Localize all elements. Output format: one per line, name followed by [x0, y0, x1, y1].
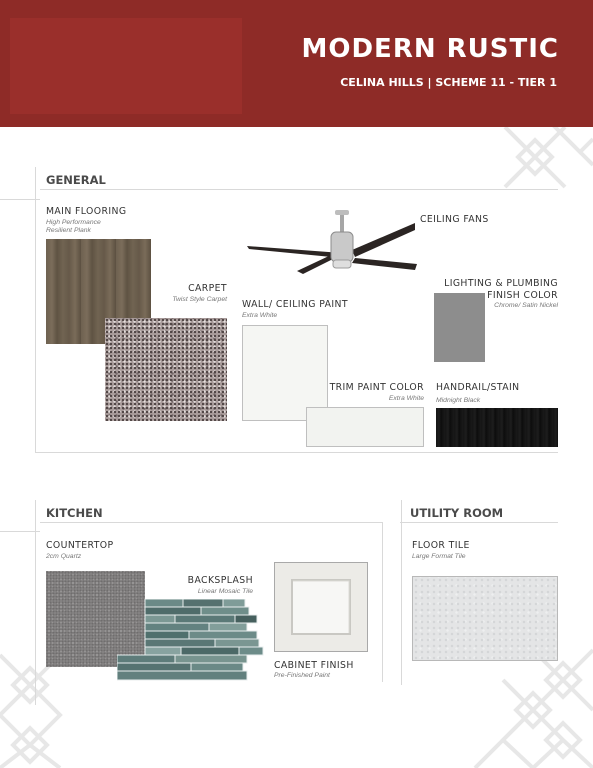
main-flooring-detail-1: High Performance: [46, 219, 101, 226]
countertop-detail: 2cm Quartz: [46, 553, 82, 560]
floor-tile-swatch: [412, 576, 558, 661]
backsplash-label: BACKSPLASH: [187, 575, 253, 586]
wall-paint-label: WALL/ CEILING PAINT: [242, 299, 348, 310]
handrail-stain-swatch: [436, 408, 558, 447]
cabinet-finish-detail: Pre-Finished Paint: [274, 672, 330, 679]
section-title-kitchen: KITCHEN: [46, 506, 103, 520]
handrail-detail: Midnight Black: [436, 397, 481, 404]
ceiling-fans-label: CEILING FANS: [420, 214, 489, 225]
backsplash-detail: Linear Mosaic Tile: [197, 588, 253, 595]
section-title-general: GENERAL: [46, 173, 106, 187]
general-left-rule: [35, 167, 36, 453]
trim-paint-label: TRIM PAINT COLOR: [329, 382, 424, 393]
kitchen-top-rule-left: [0, 531, 40, 532]
utility-top-rule: [400, 522, 558, 523]
trim-paint-swatch: [306, 407, 424, 447]
kitchen-left-rule: [35, 500, 36, 705]
wall-paint-detail: Extra White: [242, 312, 278, 319]
page-title: MODERN RUSTIC: [301, 34, 559, 64]
carpet-detail: Twist Style Carpet: [172, 296, 227, 303]
kitchen-top-rule: [40, 522, 382, 523]
lighting-label-line2: FINISH COLOR: [487, 290, 558, 301]
header-accent-block: [10, 18, 242, 114]
lighting-label-line1: LIGHTING & PLUMBING: [444, 278, 558, 289]
carpet-label: CARPET: [188, 283, 227, 294]
ceiling-fan-image: [247, 208, 419, 276]
handrail-label: HANDRAIL/STAIN: [436, 382, 520, 393]
cabinet-door-swatch: [274, 562, 368, 652]
page-subtitle: CELINA HILLS | SCHEME 11 - TIER 1: [340, 76, 557, 89]
utility-left-rule: [401, 500, 402, 685]
backsplash-swatch: [117, 599, 267, 681]
cabinet-finish-label: CABINET FINISH: [274, 660, 354, 671]
lighting-finish-swatch: [434, 293, 485, 362]
kitchen-right-rule: [382, 522, 383, 682]
general-top-rule-left: [0, 199, 40, 200]
floor-tile-detail: Large Format Tile: [412, 553, 466, 560]
general-top-rule: [40, 189, 558, 190]
countertop-label: COUNTERTOP: [46, 540, 114, 551]
lighting-detail: Chrome/ Satin Nickel: [494, 302, 558, 309]
main-flooring-detail-2: Resilient Plank: [46, 227, 91, 234]
trim-paint-detail: Extra White: [388, 395, 424, 402]
main-flooring-label: MAIN FLOORING: [46, 206, 127, 217]
lattice-pattern-top-right: [495, 127, 593, 192]
carpet-swatch: [105, 318, 227, 421]
general-bottom-rule: [35, 452, 558, 453]
floor-tile-label: FLOOR TILE: [412, 540, 470, 551]
section-title-utility-room: UTILITY ROOM: [410, 506, 504, 520]
